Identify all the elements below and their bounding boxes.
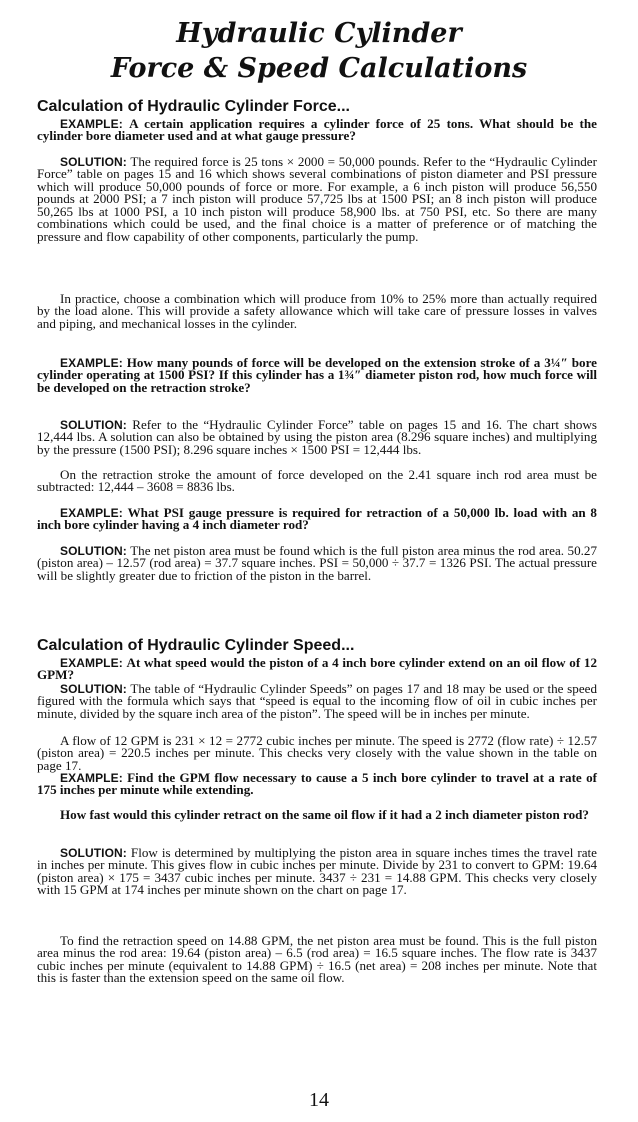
speed-section-heading: Calculation of Hydraulic Cylinder Speed... [37,637,355,654]
example-label: EXAMPLE: [60,356,123,370]
speed-flow-paragraph: A flow of 12 GPM is 231 × 12 = 2772 cubic inches per minute. The speed is 2772 (flow rate) ÷ 12.57 (piston area) = 220.5 inches per minute. This checks very closely with the value shown in the table on page 17. [37,733,597,773]
speed-example-1 [37,657,597,682]
speed-example-2 [37,772,597,797]
example-label: EXAMPLE: [60,771,123,785]
solution-text: Flow is determined by multiplying the piston area in square inches times the travel rate in inches per minute. This gives flow in cubic inches per minute. Divide by 231 to convert to GPM: 19.64 (piston area) × 175 = 3437 cubic inches per minute. 3437 ÷ 231 = 14.88 GPM. This checks very closely with 15 GPM at 174 inches per minute shown on the chart on page 17. [37,845,597,898]
force-section-heading: Calculation of Hydraulic Cylinder Force... [37,98,350,115]
solution-text: The table of “Hydraulic Cylinder Speeds” on pages 17 and 18 may be used or the speed figured with the formula which says that “speed is equal to the incoming flow of oil in cubic inches per minute, divided by the square inch area of the piston”. The speed will be in inches per minute. [37,681,597,721]
force-example-1 [37,118,597,143]
speed-solution-1 [37,683,597,720]
example-question: How many pounds of force will be developed on the extension stroke of a 3¼″ bore cylinder operating at 1500 PSI? If this cylinder has a 1¾″ diameter piston rod, how much force will be developed on the retraction stroke? [37,355,597,395]
example-question: Find the GPM flow necessary to cause a 5 inch bore cylinder to travel at a rate of 175 inches per minute while extending. [37,770,597,798]
force-example-3 [37,507,597,532]
example-label: EXAMPLE: [60,506,123,520]
solution-text: The net piston area must be found which is the full piston area minus the rod area. 50.27 (piston area) – 12.57 (rod area) = 37.7 square inches. PSI = 50,000 ÷ 37.7 = 1326 PSI. The actual pressure will be slightly greater due to friction of the piston in the barrel. [37,543,597,583]
force-practice-paragraph: In practice, choose a combination which will produce from 10% to 25% more than actually required by the load alone. This will provide a safety allowance which will take care of pressure losses in valves and piping, and mechanical losses in the cylinder. [37,291,597,331]
example-label: EXAMPLE: [60,117,123,131]
force-solution-1 [37,156,597,243]
force-retraction-paragraph: On the retraction stroke the amount of force developed on the 2.41 square inch rod area must be subtracted: 12,444 – 3608 = 8836 lbs. [37,467,597,495]
solution-label: SOLUTION: [60,682,127,696]
page-number: 14 [309,1089,329,1111]
speed-example-2-followup: How fast would this cylinder retract on the same oil flow if it had a 2 inch diameter piston rod? [60,807,589,822]
speed-solution-2 [37,847,597,897]
force-solution-2 [37,419,597,456]
solution-label: SOLUTION: [60,544,127,558]
example-question: A certain application requires a cylinder force of 25 tons. What should be the cylinder bore diameter used and at what gauge pressure? [37,116,597,144]
solution-text: The required force is 25 tons × 2000 = 50,000 pounds. Refer to the “Hydraulic Cylinder Force” table on pages 15 and 16 which shows several combinations of piston diameter and PSI pressure which will produce 50,000 pounds of force or more. For example, a 6 inch piston will produce 56,550 pounds at 2000 PSI; a 7 inch piston will produce 57,725 lbs at 1500 PSI; an 8 inch piston will produce 50,265 lbs at 1000 PSI, a 10 inch piston will produce 58,900 lbs. at 750 PSI, etc. So there are many combinations which could be used, and the final choice is a matter of preference or of matching the pressure and flow capability of other components, particularly the pump. [37,154,597,244]
example-label: EXAMPLE: [60,656,123,670]
speed-retraction-paragraph: To find the retraction speed on 14.88 GPM, the net piston area must be found. This is the full piston area minus the rod area: 19.64 (piston area) – 6.5 (rod area) = 16.5 square inches. The flow rate is 3437 cubic inches per minute (equivalent to 14.88 GPM) ÷ 16.5 (net area) = 208 inches per minute. Note that this is faster than the extension speed on the same oil flow. [37,933,597,986]
example-question: At what speed would the piston of a 4 inch bore cylinder extend on an oil flow of 12 GPM? [37,655,597,683]
page-title-line-1: Hydraulic Cylinder [176,18,462,49]
page-title-line-2: Force & Speed Calculations [110,53,528,84]
solution-label: SOLUTION: [60,846,127,860]
solution-label: SOLUTION: [60,418,127,432]
solution-label: SOLUTION: [60,155,127,169]
force-example-2 [37,357,597,394]
solution-text: Refer to the “Hydraulic Cylinder Force” table on pages 15 and 16. The chart shows 12,444 lbs. A solution can also be obtained by using the piston area (8.296 square inches) and multiplying by the pressure (1500 PSI); 8.296 square inches × 1500 PSI = 12,444 lbs. [37,417,598,457]
example-question: What PSI gauge pressure is required for retraction of a 50,000 lb. load with an 8 inch bore cylinder having a 4 inch diameter rod? [37,505,597,533]
force-solution-3 [37,545,597,582]
